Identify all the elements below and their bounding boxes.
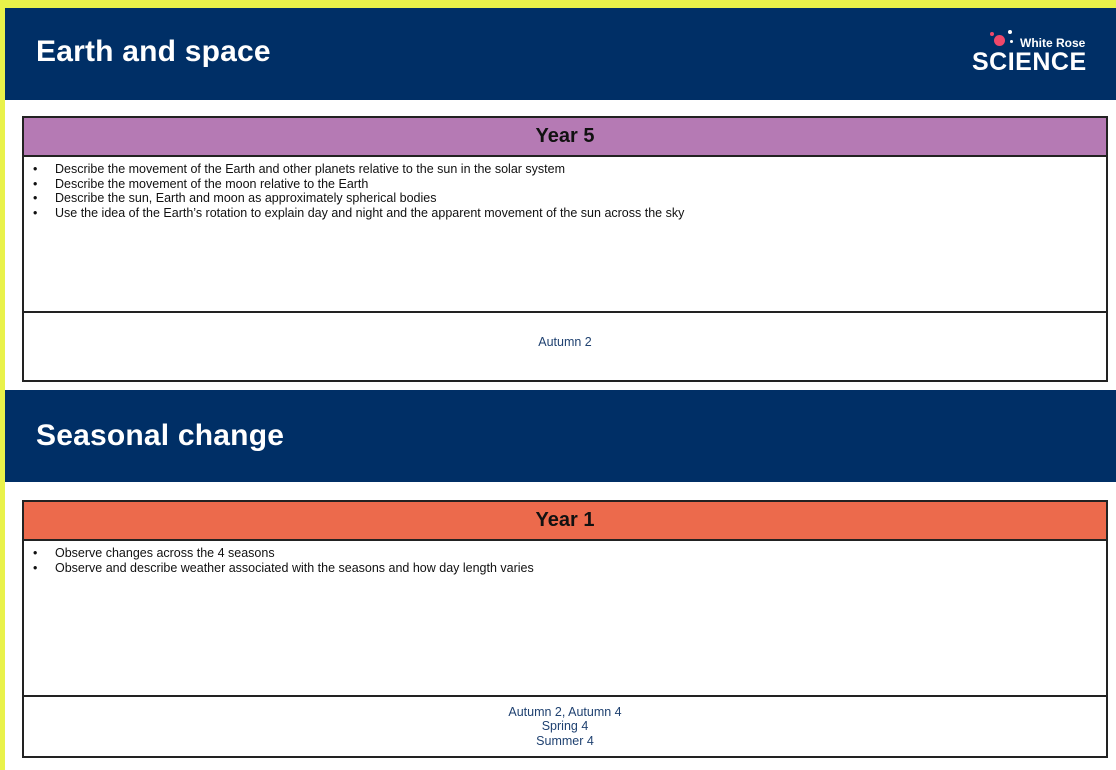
objective-item: • Observe and describe weather associated with the seasons and how day length varies xyxy=(55,561,1106,576)
section-title: Seasonal change xyxy=(36,419,285,452)
logo-top-text: White Rose xyxy=(1020,36,1086,50)
page xyxy=(5,8,1116,770)
logo-main-text: SCIENCE xyxy=(972,48,1087,76)
year-card xyxy=(22,500,1108,758)
terms-cell xyxy=(24,313,1106,372)
section-banner-earth-and-space xyxy=(5,8,1116,100)
objectives-list xyxy=(24,157,1106,220)
white-rose-science-logo xyxy=(972,30,1094,74)
objective-item: • Describe the movement of the Earth and other planets relative to the sun in the solar system xyxy=(55,162,1106,177)
term-line: Spring 4 xyxy=(541,719,589,734)
objective-item: • Use the idea of the Earth’s rotation to explain day and night and the apparent movement of the sun across the sky xyxy=(55,206,1106,221)
objective-item: • Observe changes across the 4 seasons xyxy=(55,546,1106,561)
terms-cell xyxy=(24,697,1106,756)
objectives-list xyxy=(24,541,1106,575)
logo-dot-icon xyxy=(1008,30,1012,34)
logo-planet-icon xyxy=(994,35,1005,46)
section-title: Earth and space xyxy=(36,35,271,68)
section-banner-seasonal-change xyxy=(5,390,1116,482)
objective-item: • Describe the sun, Earth and moon as approximately spherical bodies xyxy=(55,191,1106,206)
year-header: Year 1 xyxy=(24,502,1106,541)
logo-dot-icon xyxy=(1010,40,1013,43)
objectives-cell xyxy=(24,157,1106,313)
term-line: Summer 4 xyxy=(536,733,594,748)
term-line: Autumn 2, Autumn 4 xyxy=(508,704,622,719)
term-line: Autumn 2 xyxy=(538,335,592,350)
objective-item: • Describe the movement of the moon relative to the Earth xyxy=(55,177,1106,192)
year-header: Year 5 xyxy=(24,118,1106,157)
logo-dot-icon xyxy=(990,32,994,36)
objectives-cell xyxy=(24,541,1106,697)
year-card xyxy=(22,116,1108,382)
